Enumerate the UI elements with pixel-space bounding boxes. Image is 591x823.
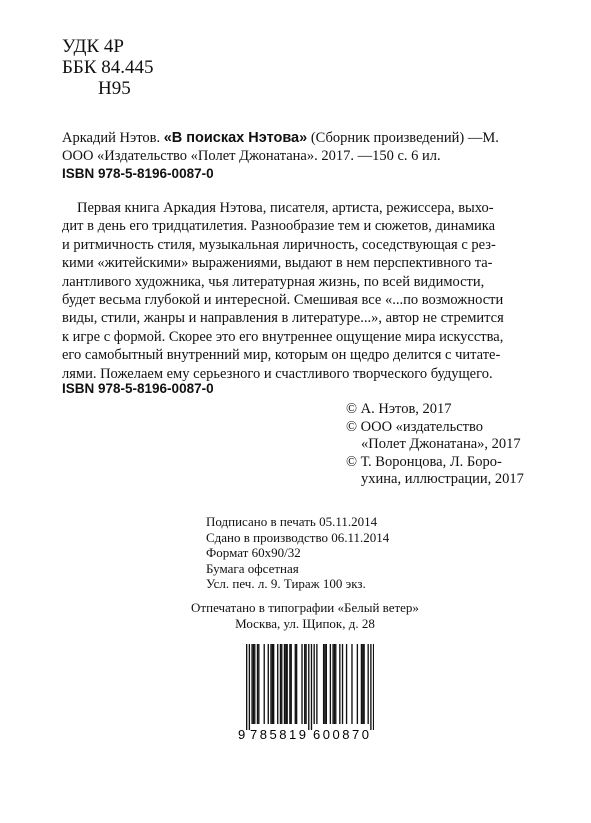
barcode-bar <box>291 644 292 724</box>
bib-publisher-line: ООО «Издательство «Полет Джонатана». 2017. —150 с. 6 ил. <box>62 148 441 164</box>
barcode-bar <box>362 644 363 724</box>
barcode-bar <box>334 644 335 724</box>
bib-rest: (Сборник произведений) —М. <box>310 130 499 146</box>
barcode-bar <box>285 644 286 724</box>
barcode-bar <box>280 644 281 724</box>
imprint-block <box>206 514 389 592</box>
barcode-bar <box>335 644 336 724</box>
bib-author: Аркадий Нэтов. <box>62 130 161 146</box>
barcode-bar <box>324 644 325 724</box>
barcode-bar <box>287 644 288 724</box>
barcode-first-digit: 9 <box>238 727 246 742</box>
annotation-line: Первая книга Аркадия Нэтова, писателя, артиста, режиссера, выхо- <box>77 200 494 216</box>
barcode-bar <box>342 644 343 724</box>
barcode-bar <box>357 644 358 724</box>
copyright-line-3: «Полет Джонатана», 2017 <box>361 436 521 452</box>
annotation-line: лями. Пожелаем ему серьезного и счастливого творческого будущего. <box>62 365 493 382</box>
imprint-paper: Бумага офсетная <box>206 560 299 576</box>
classification-block <box>62 36 154 99</box>
annotation-line: к игре с формой. Скорее это его внутреннее ощущение мира искусства, <box>62 328 504 345</box>
author-mark: Н95 <box>98 78 131 99</box>
barcode-bar <box>251 644 252 724</box>
imprint-production: Сдано в производство 06.11.2014 <box>206 529 390 545</box>
barcode-bar <box>301 644 302 724</box>
barcode-bar <box>281 644 282 724</box>
barcode-bar <box>326 644 327 724</box>
barcode-bar <box>373 644 374 730</box>
annotation-line: кими «житейскими» выражениями, выдают в нем перспективного та- <box>62 255 493 272</box>
barcode-right-digits: 600870 <box>313 727 369 742</box>
barcode-bar <box>361 644 362 724</box>
barcode-bar <box>305 644 306 724</box>
barcode-bar <box>289 644 290 724</box>
imprint-sheets: Усл. печ. л. 9. Тираж 100 экз. <box>206 576 366 592</box>
barcode-bar <box>258 644 259 724</box>
isbn-standalone: ISBN 978-5-8196-0087-0 <box>62 381 214 396</box>
annotation-line: будет весьма глубокой и интересной. Смешивая все «...по возможности <box>62 292 504 309</box>
barcode-bar <box>272 644 273 724</box>
barcode <box>236 642 374 743</box>
copyright-line-2: © ООО «издательство <box>346 419 483 435</box>
barcode-bar <box>346 644 347 724</box>
barcode-bar <box>264 644 265 724</box>
barcode-bar <box>295 644 296 724</box>
udk-code: УДК 4Р <box>62 36 124 57</box>
barcode-bar <box>330 644 331 724</box>
barcode-bar <box>246 644 247 730</box>
barcode-bar <box>270 644 271 724</box>
barcode-bar <box>370 644 371 730</box>
barcode-bar <box>332 644 333 724</box>
bbk-code: ББК 84.445 <box>62 57 154 78</box>
barcode-bar <box>311 644 312 730</box>
printing-house <box>160 600 450 632</box>
barcode-bar <box>368 644 369 724</box>
barcode-bar <box>249 644 250 730</box>
barcode-bar <box>284 644 285 724</box>
copyright-line-1: © А. Нэтов, 2017 <box>346 401 452 417</box>
barcode-bar <box>308 644 309 730</box>
barcode-bar <box>316 644 317 724</box>
barcode-left-digits: 785819 <box>250 727 306 742</box>
bib-isbn: ISBN 978-5-8196-0087-0 <box>62 166 214 181</box>
copyright-line-4: © Т. Воронцова, Л. Боро- <box>346 454 502 470</box>
barcode-bar <box>254 644 255 724</box>
barcode-bar <box>314 644 315 724</box>
bib-title: «В поисках Нэтова» <box>163 130 308 146</box>
barcode-bar <box>296 644 297 724</box>
barcode-bar <box>323 644 324 724</box>
annotation-line: и ритмичность стиля, музыкальная лиричность, соседствующая с рез- <box>62 236 496 253</box>
annotation-line: его самобытный внутренний мир, которым он щедро делится с читате- <box>62 347 501 364</box>
printing-line-1: Отпечатано в типографии «Белый ветер» <box>191 600 419 615</box>
printing-line-2: Москва, ул. Щипок, д. 28 <box>235 616 375 631</box>
annotation-line: лантливого художника, чья литературная жизнь, по всей видимости, <box>62 273 485 290</box>
barcode-bar <box>277 644 278 724</box>
barcode-bar <box>257 644 258 724</box>
barcode-bar <box>268 644 269 724</box>
annotation-line: виды, стили, жанры и направления в литературе...», автор не стремится <box>62 310 504 327</box>
barcode-bar <box>253 644 254 724</box>
annotation-paragraph <box>62 199 504 383</box>
imprint-format: Формат 60x90/32 <box>206 545 301 561</box>
barcode-bar <box>304 644 305 724</box>
barcode-bar <box>351 644 352 724</box>
barcode-bar <box>273 644 274 724</box>
barcode-bar <box>339 644 340 724</box>
bibliographic-record <box>62 129 530 183</box>
copyright-line-5: ухина, иллюстрации, 2017 <box>361 471 524 487</box>
annotation-line: дит в день его тридцатилетия. Разнообразие тем и сюжетов, динамика <box>62 218 496 235</box>
imprint-signed: Подписано в печать 05.11.2014 <box>206 514 378 529</box>
barcode-bar <box>363 644 364 724</box>
